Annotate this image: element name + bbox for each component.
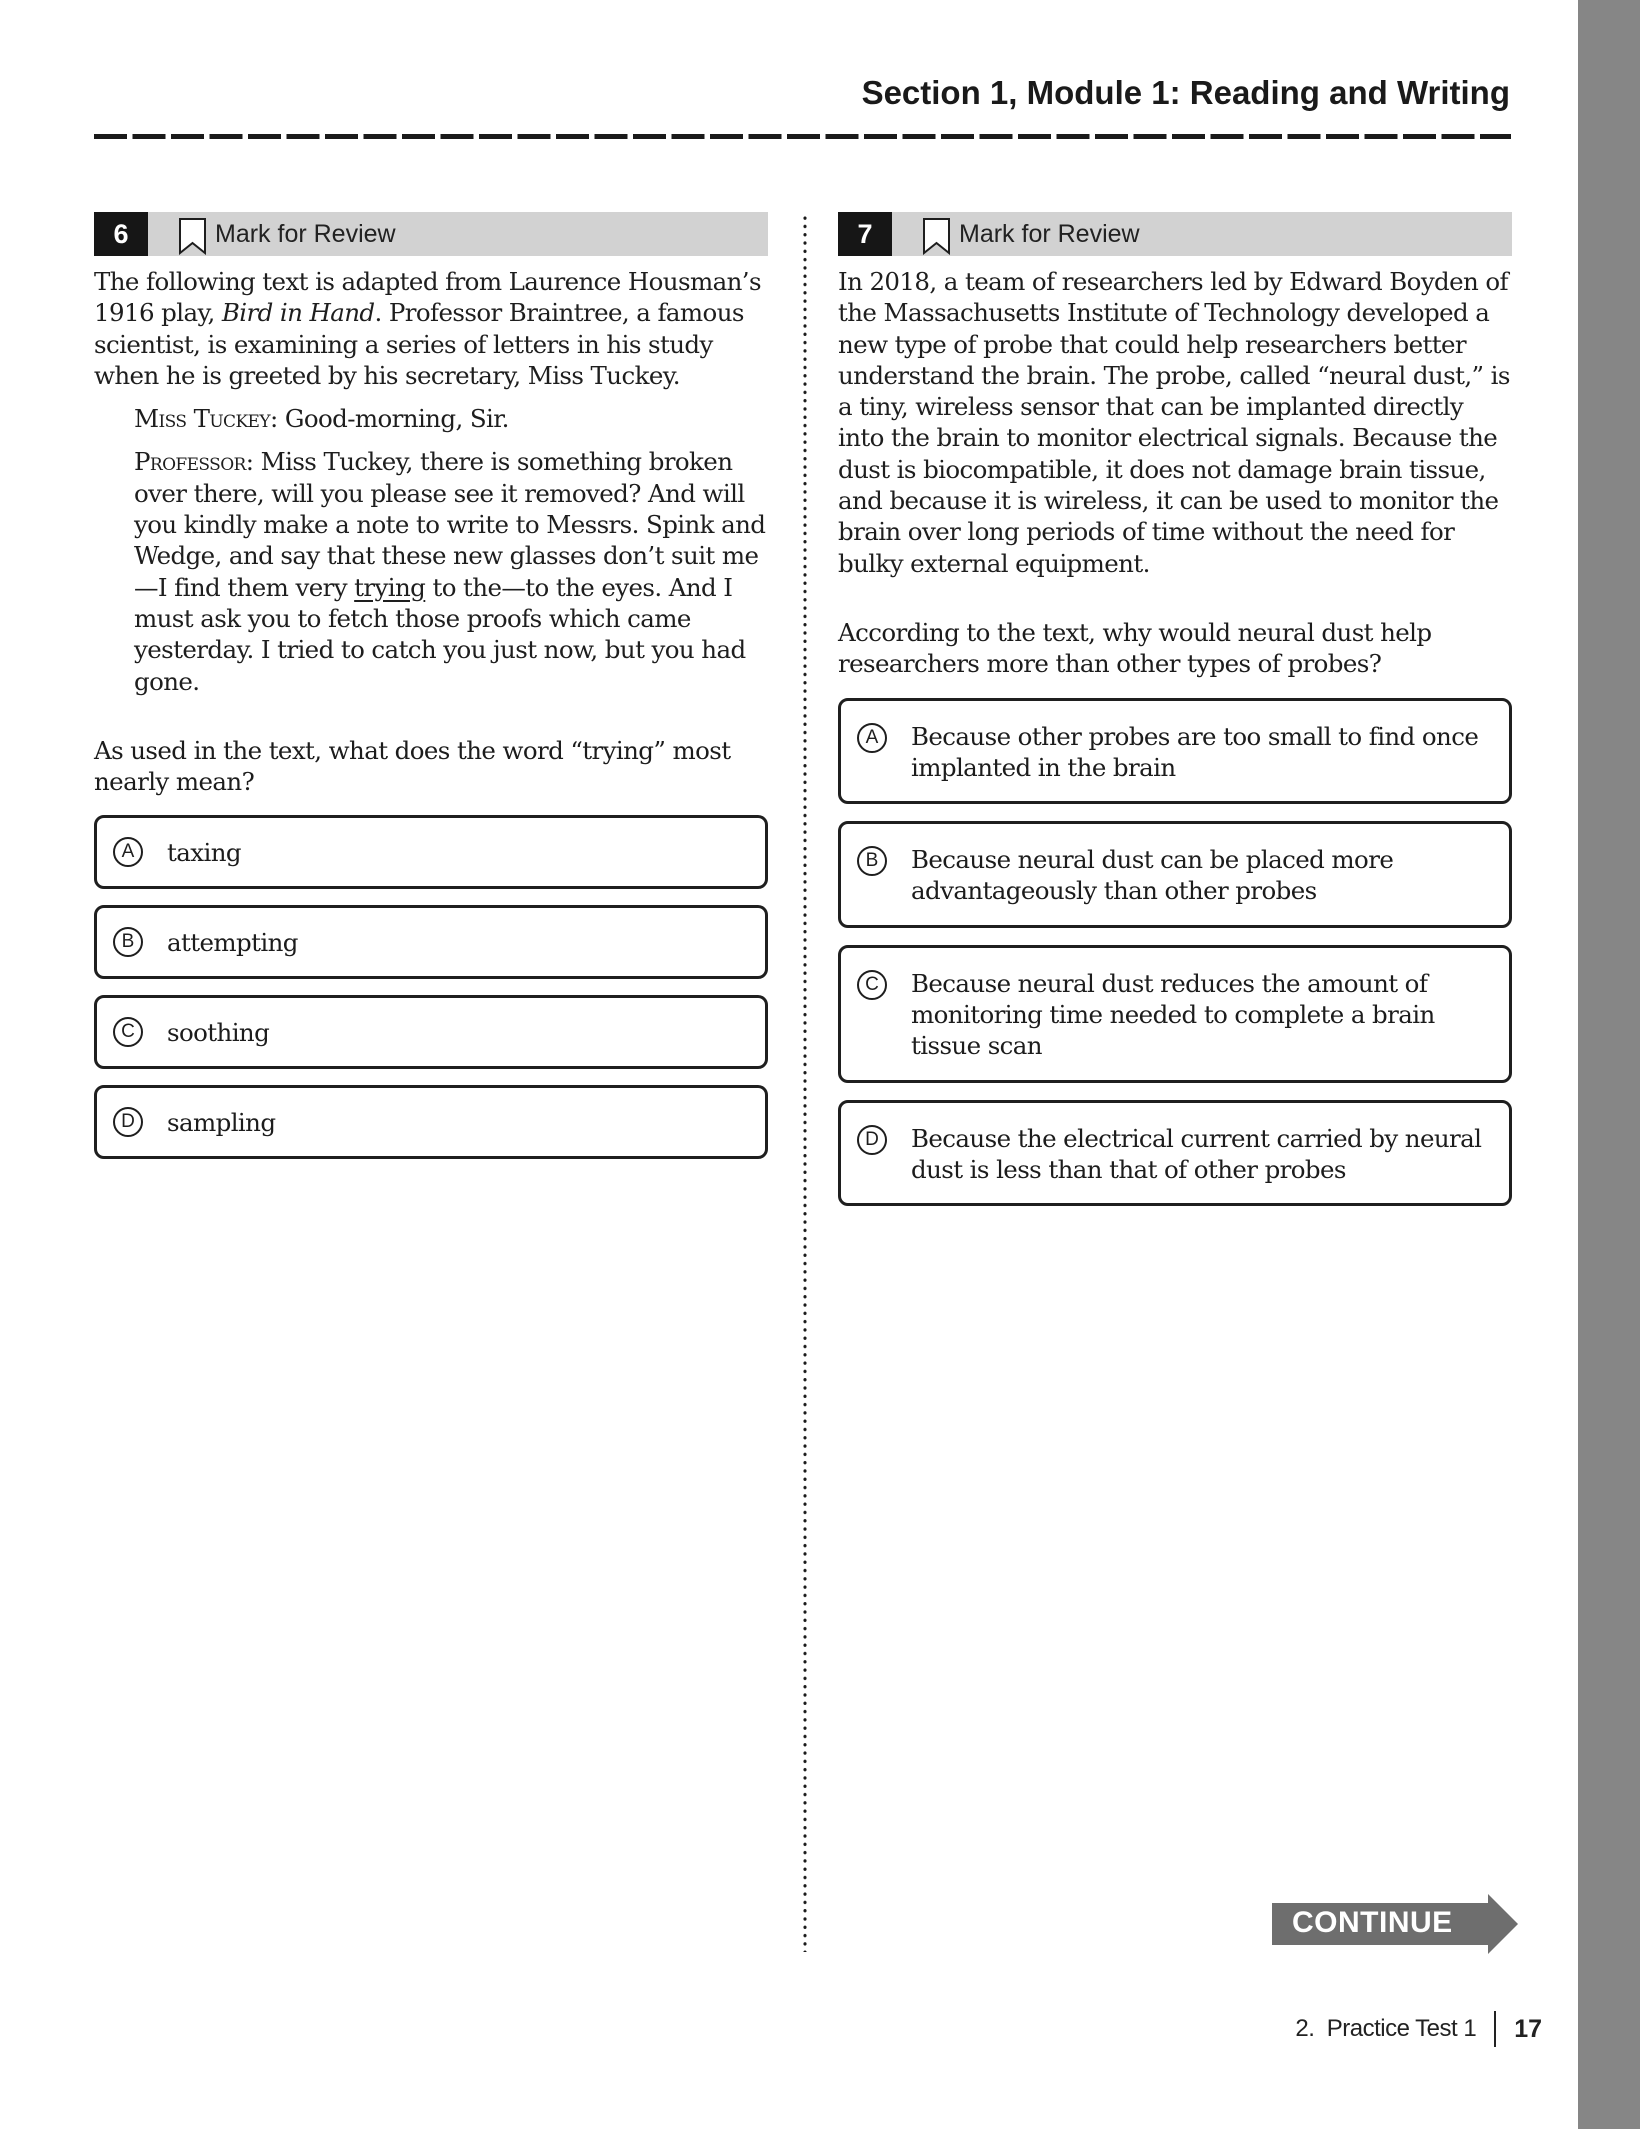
dialogue-line: Professor: Miss Tuckey, there is something broken over there, will you please see it removed? And will you kindly make a note to write to Messrs. Spink and Wedge, and say that these new glasses don’t suit me—I find them very trying to the—to the eyes. And I must ask you to fetch those proofs which came yesterday. I tried to catch you just now, but you had gone. (134, 447, 766, 696)
passage (838, 266, 1512, 579)
header-dashed-rule (94, 134, 1511, 139)
page-number: 17 (1514, 2014, 1542, 2043)
speaker-name: Miss Tuckey (134, 404, 270, 434)
question-stem: As used in the text, what does the word “trying” most nearly mean? (94, 735, 731, 797)
continue-button[interactable] (1272, 1894, 1520, 1954)
choice-a[interactable] (94, 815, 768, 889)
section-title: Section 1, Module 1: Reading and Writing (861, 74, 1510, 111)
footer-divider (1494, 2011, 1496, 2047)
column-divider (803, 214, 807, 1952)
continue-label: CONTINUE (1292, 1906, 1453, 1939)
choice-c[interactable] (94, 995, 768, 1069)
choice-b[interactable] (838, 821, 1512, 928)
dialogue-line: Miss Tuckey: Good-morning, Sir. (134, 404, 509, 434)
dialogue (94, 403, 768, 697)
bookmark-icon[interactable] (922, 217, 952, 255)
choice-letter-d: D (113, 1107, 143, 1137)
mark-for-review-button[interactable]: Mark for Review (959, 219, 1140, 248)
play-title: Bird in Hand (221, 298, 375, 328)
choice-d[interactable] (838, 1100, 1512, 1207)
choice-letter-b: B (113, 927, 143, 957)
choice-text: Because neural dust reduces the amount of monitoring time needed to complete a brain tissue scan (911, 968, 1435, 1061)
choice-text: soothing (167, 1017, 270, 1047)
question-stem: According to the text, why would neural dust help researchers more than other types of probes? (838, 617, 1432, 679)
choice-letter-c: C (857, 970, 887, 1000)
choice-text: Because neural dust can be placed more advantageously than other probes (911, 845, 1394, 906)
bookmark-icon[interactable] (178, 217, 208, 255)
question-header (838, 212, 1512, 256)
choice-b[interactable] (94, 905, 768, 979)
answer-choices (838, 698, 1512, 1207)
answer-choices (94, 815, 768, 1159)
choice-letter-c: C (113, 1017, 143, 1047)
mark-for-review-button[interactable]: Mark for Review (215, 219, 396, 248)
choice-d[interactable] (94, 1085, 768, 1159)
passage-intro: The following text is adapted from Laurence Housman’s 1916 play, Bird in Hand. Professor Braintree, a famous scientist, is examining a series of letters in his study when he is greeted by his secretary, Miss Tuckey. (94, 267, 761, 390)
choice-text: Because other probes are too small to find once implanted in the brain (911, 721, 1479, 782)
choice-letter-a: A (113, 837, 143, 867)
underlined-word: trying (354, 572, 426, 602)
speaker-name: Professor (134, 447, 246, 477)
choice-letter-b: B (857, 846, 887, 876)
passage-text: In 2018, a team of researchers led by Edward Boyden of the Massachusetts Institute of Technology developed a new type of probe that could help researchers better understand the brain. The probe, called “neural dust,” is a tiny, wireless sensor that can be implanted directly into the brain to monitor electrical signals. Because the dust is biocompatible, it does not damage brain tissue, and because it is wireless, it can be used to monitor the brain over long periods of time without the need for bulky external equipment. (838, 267, 1510, 578)
choice-a[interactable] (838, 698, 1512, 805)
choice-text: Because the electrical current carried by neural dust is less than that of other probes (911, 1123, 1482, 1184)
question-6 (94, 212, 768, 1175)
question-number: 6 (94, 212, 148, 256)
question-7 (838, 212, 1512, 1223)
page-footer (1295, 2011, 1542, 2047)
choice-text: taxing (167, 837, 241, 867)
choice-letter-a: A (857, 723, 887, 753)
chapter-edge-tab (1578, 0, 1640, 2129)
choice-text: sampling (167, 1107, 276, 1137)
choice-letter-d: D (857, 1125, 887, 1155)
choice-text: attempting (167, 927, 298, 957)
choice-c[interactable] (838, 945, 1512, 1083)
question-header (94, 212, 768, 256)
question-number: 7 (838, 212, 892, 256)
chapter-label: 2. Practice Test 1 (1295, 2015, 1477, 2042)
passage (94, 266, 768, 697)
